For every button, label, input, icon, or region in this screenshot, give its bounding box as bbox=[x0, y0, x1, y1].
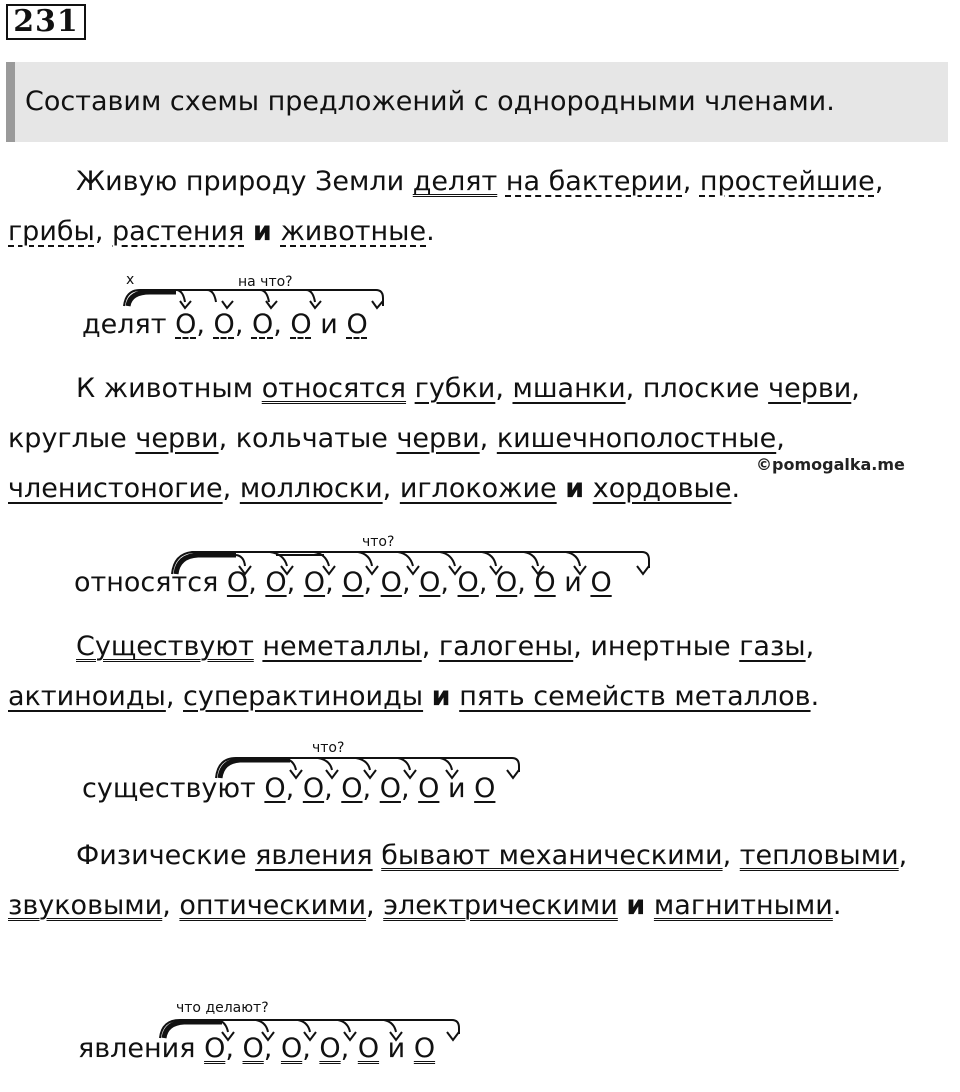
homogeneous-predicate: магнитными bbox=[653, 890, 833, 921]
task-statement: Составим схемы предложений с однородными членами. bbox=[6, 62, 948, 142]
homogeneous-object: растения bbox=[112, 216, 245, 247]
sentence-3 bbox=[8, 622, 948, 722]
predicate-mark: О bbox=[280, 1033, 303, 1064]
subject-mark: О bbox=[303, 567, 326, 598]
homogeneous-subject: кишечнополостные bbox=[496, 423, 777, 454]
subject-mark: О bbox=[265, 567, 287, 598]
text: , кольчатые bbox=[218, 423, 397, 454]
object-mark: О bbox=[213, 309, 235, 340]
text bbox=[557, 473, 566, 504]
homogeneous-subject: моллюски bbox=[239, 473, 383, 504]
homogeneous-object: на бактерии bbox=[505, 166, 683, 197]
scheme-2 bbox=[0, 528, 960, 628]
subject: явления bbox=[255, 840, 373, 871]
text: , bbox=[898, 840, 908, 871]
conjunction: и bbox=[431, 681, 451, 712]
subject-mark: О bbox=[342, 567, 364, 598]
homogeneous-subject: пять семейств металлов bbox=[459, 681, 811, 712]
homogeneous-subject: черви bbox=[396, 423, 480, 454]
sentence-2 bbox=[8, 364, 948, 514]
object-mark: О bbox=[290, 309, 312, 340]
homogeneous-subject: членистоногие bbox=[8, 473, 223, 504]
scheme-conjunction: и bbox=[564, 567, 582, 598]
subject-mark: О bbox=[380, 567, 402, 598]
scheme-conjunction: и bbox=[320, 309, 338, 340]
text: , bbox=[382, 473, 400, 504]
text: , bbox=[366, 890, 384, 921]
scheme-conjunction: и bbox=[387, 1033, 406, 1064]
object-mark: О bbox=[251, 309, 274, 340]
scheme-4 bbox=[0, 992, 960, 1092]
homogeneous-predicate: звуковыми bbox=[8, 890, 163, 921]
text: , bbox=[421, 631, 439, 662]
subject-mark: О bbox=[302, 773, 325, 804]
scheme-line: делят О, О, О, О и О bbox=[82, 309, 368, 340]
predicate: относятся bbox=[261, 373, 407, 404]
text bbox=[645, 890, 654, 921]
predicate-mark: О bbox=[242, 1033, 264, 1064]
scheme-line: относятся О, О, О, О, О, О, О, О, О и О bbox=[74, 567, 612, 598]
conjunction: и bbox=[252, 216, 272, 247]
homogeneous-predicate: оптическими bbox=[179, 890, 367, 921]
subject-mark: О bbox=[264, 773, 286, 804]
homogeneous-subject: иглокожие bbox=[399, 473, 557, 504]
subject-mark: О bbox=[534, 567, 556, 598]
scheme-head: явления bbox=[78, 1033, 196, 1064]
subject-mark: О bbox=[418, 773, 440, 804]
question-label: что делают? bbox=[176, 1000, 269, 1016]
text: , плоские bbox=[625, 373, 769, 404]
text: , bbox=[805, 631, 815, 662]
conjunction: и bbox=[626, 890, 646, 921]
text: , bbox=[874, 166, 884, 197]
scheme-conjunction: и bbox=[448, 773, 466, 804]
text: , bbox=[495, 373, 513, 404]
text bbox=[497, 166, 506, 197]
homogeneous-subject: хордовые bbox=[592, 473, 732, 504]
text: К животным bbox=[76, 373, 262, 404]
text bbox=[406, 373, 415, 404]
scheme-head: относятся bbox=[74, 567, 219, 598]
text: . bbox=[832, 890, 842, 921]
scheme-head: делят bbox=[82, 309, 167, 340]
text: , bbox=[94, 216, 113, 247]
text: , bbox=[479, 423, 497, 454]
predicate: бывают механическими bbox=[381, 840, 723, 871]
homogeneous-predicate: тепловыми bbox=[739, 840, 899, 871]
homogeneous-subject: суперактиноиды bbox=[183, 681, 424, 712]
predicate-mark: О bbox=[413, 1033, 436, 1064]
subject-mark: О bbox=[419, 567, 441, 598]
predicate-mark: О bbox=[204, 1033, 226, 1064]
homogeneous-predicate: электрическими bbox=[383, 890, 618, 921]
exercise-number: 231 bbox=[6, 4, 86, 40]
predicate-mark: О bbox=[319, 1033, 341, 1064]
text: , bbox=[776, 423, 785, 454]
predicate: Существуют bbox=[76, 631, 254, 662]
sentence-1 bbox=[8, 157, 948, 257]
text bbox=[584, 473, 593, 504]
text: , bbox=[722, 840, 740, 871]
subject-mark: О bbox=[226, 567, 249, 598]
text bbox=[373, 840, 382, 871]
text: , bbox=[682, 166, 700, 197]
question-label: х bbox=[126, 272, 135, 288]
question-label: что? bbox=[312, 740, 345, 756]
scheme-line: существуют О, О, О, О, О и О bbox=[82, 773, 496, 804]
homogeneous-subject: мшанки bbox=[512, 373, 626, 404]
homogeneous-subject: газы bbox=[739, 631, 806, 662]
watermark: ©pomogalka.me bbox=[756, 455, 905, 474]
text bbox=[423, 681, 432, 712]
homogeneous-object: простейшие bbox=[699, 166, 875, 197]
subject-mark: О bbox=[379, 773, 401, 804]
text bbox=[244, 216, 253, 247]
sentence-4 bbox=[8, 831, 948, 931]
homogeneous-object: животные bbox=[280, 216, 427, 247]
text bbox=[451, 681, 460, 712]
subject-mark: О bbox=[341, 773, 363, 804]
text: Живую природу Земли bbox=[76, 166, 413, 197]
homogeneous-object: грибы bbox=[8, 216, 95, 247]
text: . bbox=[810, 681, 820, 712]
text: . bbox=[731, 473, 741, 504]
text: . bbox=[426, 216, 435, 247]
subject-mark: О bbox=[457, 567, 479, 598]
scheme-3 bbox=[0, 734, 960, 834]
homogeneous-subject: галогены bbox=[438, 631, 574, 662]
scheme-head: существуют bbox=[82, 773, 256, 804]
homogeneous-subject: актиноиды bbox=[8, 681, 166, 712]
scheme-line: явления О, О, О, О, О и О bbox=[78, 1033, 436, 1064]
homogeneous-subject: неметаллы bbox=[262, 631, 422, 662]
predicate: делят bbox=[412, 166, 498, 197]
subject-mark: О bbox=[474, 773, 496, 804]
conjunction: и bbox=[565, 473, 585, 504]
predicate-mark: О bbox=[357, 1033, 380, 1064]
text: Физические bbox=[76, 840, 256, 871]
text: , bbox=[165, 681, 184, 712]
scheme-1 bbox=[0, 268, 960, 368]
subject-mark: О bbox=[495, 567, 518, 598]
subject-mark: О bbox=[590, 567, 612, 598]
text: , инертные bbox=[573, 631, 740, 662]
text: , bbox=[162, 890, 180, 921]
homogeneous-subject: губки bbox=[414, 373, 496, 404]
question-label: что? bbox=[362, 534, 395, 550]
text: , bbox=[222, 473, 240, 504]
object-mark: О bbox=[346, 309, 368, 340]
homogeneous-subject: черви bbox=[768, 373, 852, 404]
text: , круглые bbox=[8, 373, 860, 454]
question-label: на что? bbox=[238, 274, 293, 290]
object-mark: О bbox=[175, 309, 197, 340]
homogeneous-subject: черви bbox=[135, 423, 219, 454]
